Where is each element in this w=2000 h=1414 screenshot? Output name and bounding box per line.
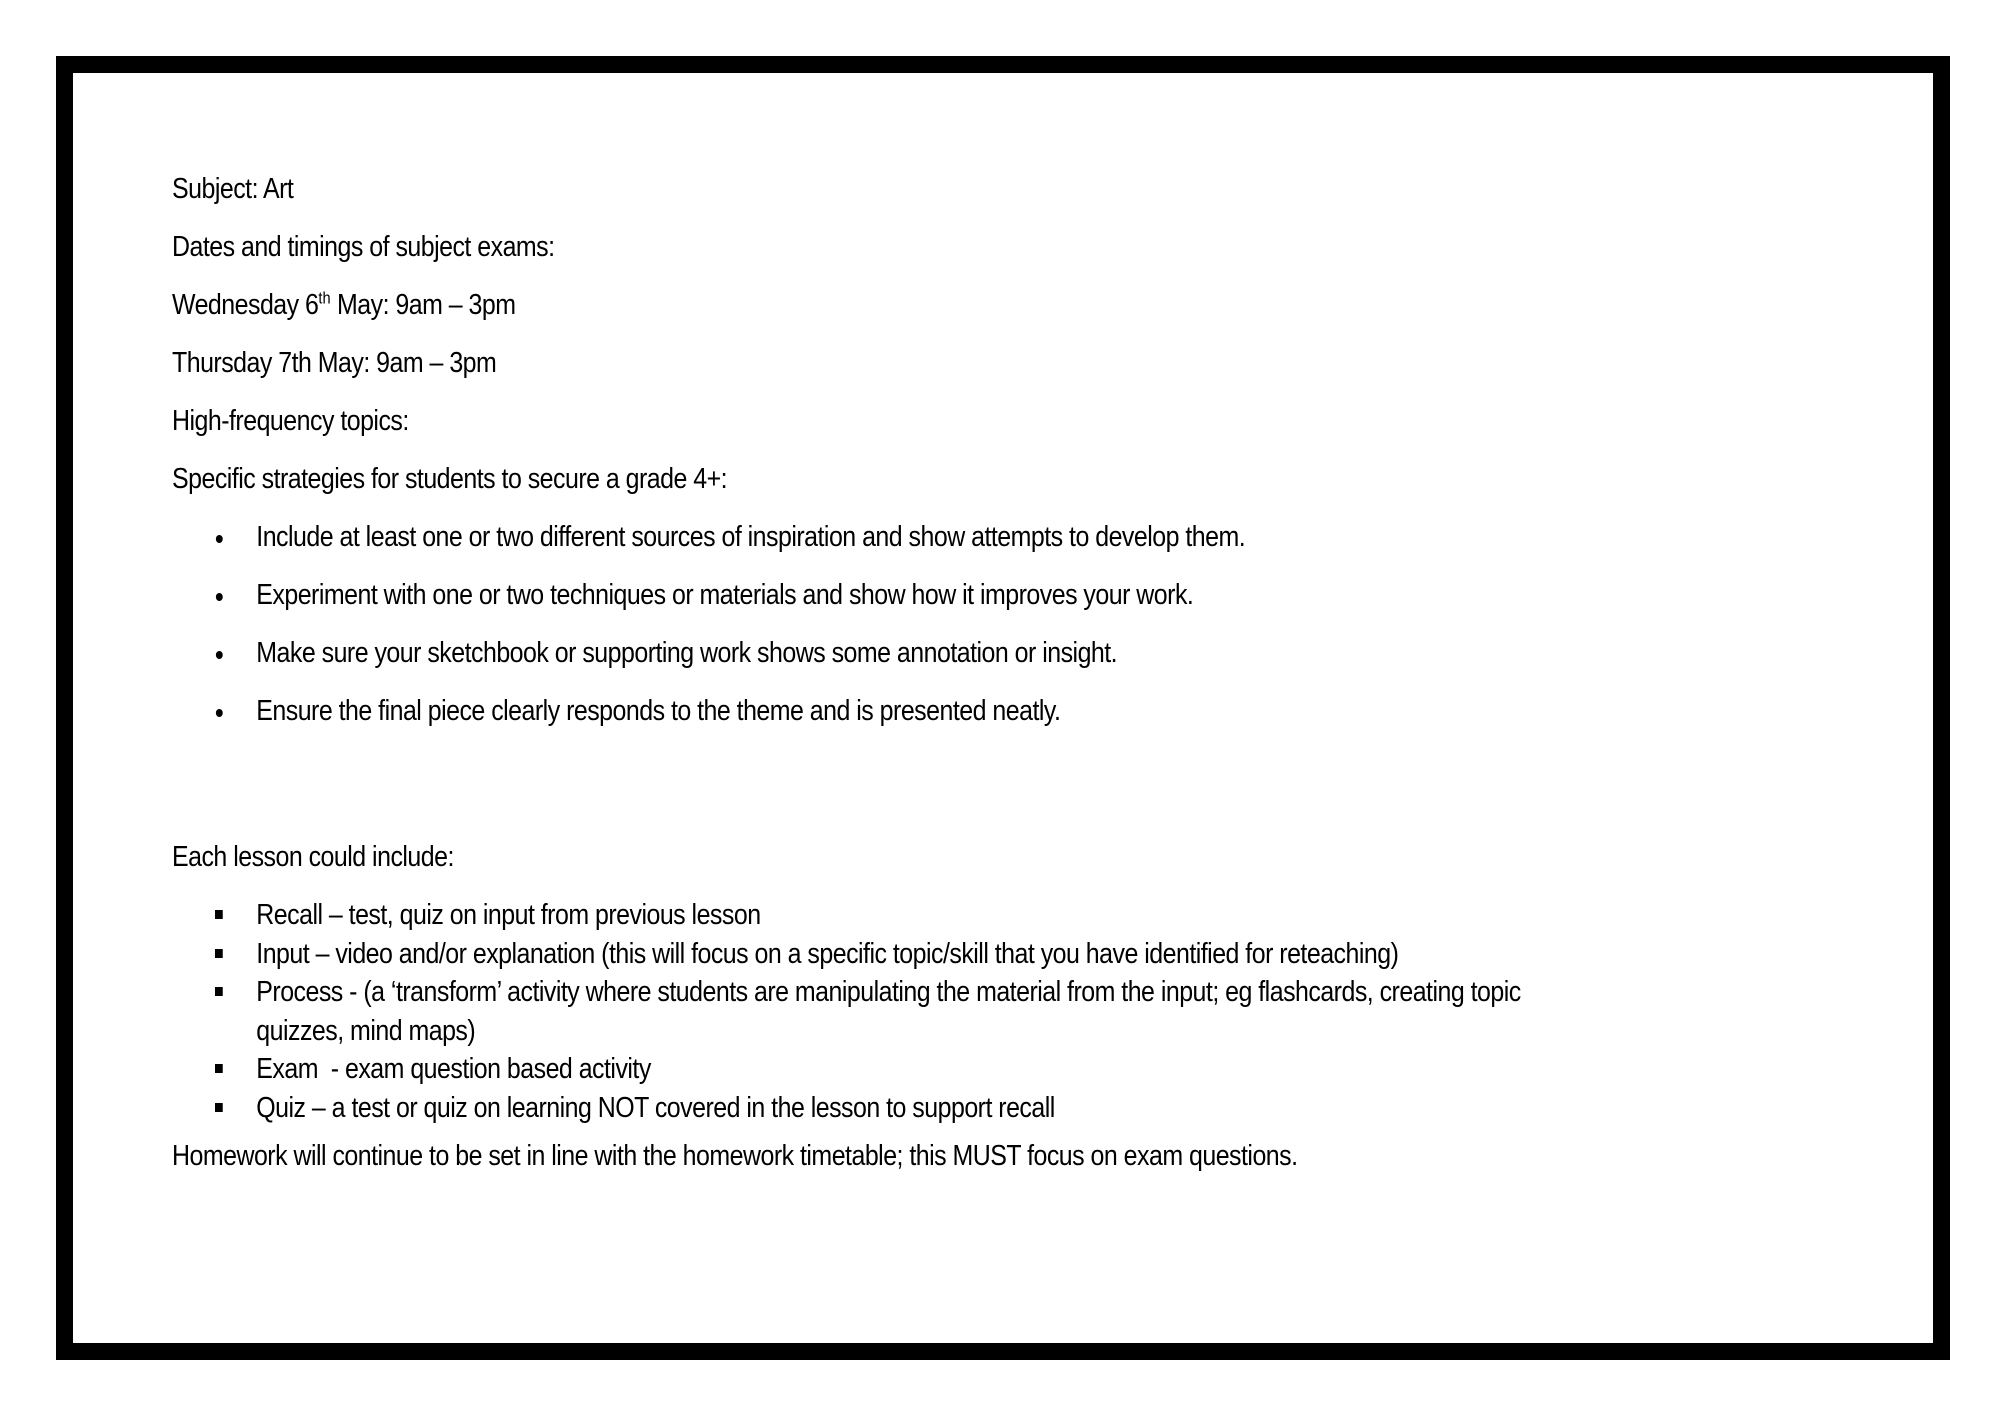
list-item [172, 1050, 1600, 1089]
bullet-square-icon [215, 1064, 223, 1073]
dates-heading: Dates and timings of subject exams: [172, 231, 555, 263]
list-item [172, 973, 1600, 1050]
list-item [172, 518, 1600, 576]
strategy-text: Include at least one or two different sources of inspiration and show attempts to develop them. [256, 521, 1246, 553]
list-item [172, 935, 1600, 974]
list-item [172, 692, 1600, 750]
strategy-text: Make sure your sketchbook or supporting work shows some annotation or insight. [256, 637, 1118, 669]
lesson-heading: Each lesson could include: [172, 841, 454, 873]
lesson-item-text: Input – video and/or explanation (this will focus on a specific topic/skill that you have identified for reteaching) [256, 937, 1399, 970]
exam-date-1-day: Wednesday 6 [172, 289, 319, 321]
list-item [172, 634, 1600, 692]
exam-date-1-superscript: th [318, 288, 331, 308]
list-item [172, 896, 1600, 935]
bullet-dot-icon [216, 709, 223, 717]
lesson-item-text: Quiz – a test or quiz on learning NOT covered in the lesson to support recall [256, 1091, 1055, 1124]
exam-date-2: Thursday 7th May: 9am – 3pm [172, 347, 497, 379]
bullet-dot-icon [216, 651, 223, 659]
exam-date-1 [172, 286, 1600, 344]
list-item [172, 1089, 1600, 1128]
bullet-square-icon [215, 1103, 223, 1112]
bullet-dot-icon [216, 535, 223, 543]
lesson-items-list [172, 896, 1600, 1127]
strategy-text: Experiment with one or two techniques or materials and show how it improves your work. [256, 579, 1194, 611]
strategies-heading: Specific strategies for students to secure a grade 4+: [172, 463, 728, 495]
high-frequency-heading: High-frequency topics: [172, 405, 409, 437]
bullet-square-icon [215, 910, 223, 919]
spacer [172, 750, 1600, 838]
lesson-item-text: Recall – test, quiz on input from previous lesson [256, 899, 761, 931]
list-item [172, 576, 1600, 634]
subject-line: Subject: Art [172, 173, 294, 205]
lesson-item-text: Exam - exam question based activity [256, 1053, 651, 1085]
bullet-square-icon [215, 949, 223, 958]
document-body [172, 170, 1600, 1195]
homework-note: Homework will continue to be set in line with the homework timetable; this MUST focus on exam questions. [172, 1140, 1298, 1172]
lesson-item-text: Process - (a ‘transform’ activity where students are manipulating the material from the input; eg flashcards, creating topic quizzes, mind maps) [256, 976, 1521, 1047]
bullet-dot-icon [216, 593, 223, 601]
strategies-list [172, 518, 1600, 750]
strategy-text: Ensure the final piece clearly responds to the theme and is presented neatly. [256, 695, 1061, 727]
bullet-square-icon [215, 987, 223, 996]
exam-date-1-rest: May: 9am – 3pm [330, 289, 516, 321]
